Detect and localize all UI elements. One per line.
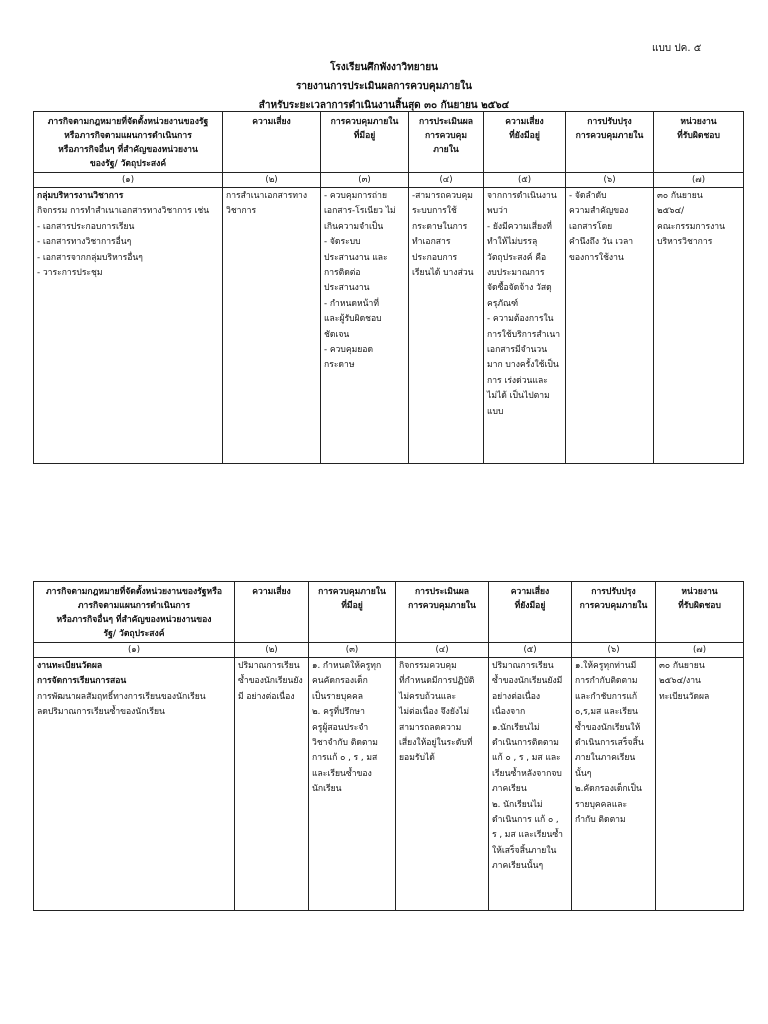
column-number-row <box>34 643 744 658</box>
header-existing-control: การควบคุมภายใน ที่มีอยู่ <box>321 112 409 173</box>
column-number: (๒) <box>235 643 309 658</box>
column-number: (๖) <box>572 643 656 658</box>
group-title: กลุ่มบริหารงานวิชาการ <box>37 191 124 201</box>
control-table-2 <box>33 581 744 911</box>
column-number: (๕) <box>489 643 572 658</box>
cell-control-evaluation: กิจกรรมควบคุม ที่กำหนดมีการปฏิบัติ ไม่ครบถ้วนและ ไม่ต่อเนื่อง จึงยังไม่ สามารถลดความ เสี่ยงให้อยู่ในระดับที่ ยอมรับได้ <box>396 658 489 911</box>
column-number: (๓) <box>321 173 409 188</box>
column-number: (๗) <box>654 173 744 188</box>
cell-risk: การสำเนาเอกสารทาง วิชาการ <box>223 188 321 464</box>
column-number: (๔) <box>396 643 489 658</box>
column-number-row <box>34 173 744 188</box>
header-mission: ภารกิจตามกฎหมายที่จัดตั้งหน่วยงานของรัฐ หรือภารกิจตามแผนการดำเนินการ หรือภารกิจอื่นๆ ที่สำคัญของหน่วยงาน ของรัฐ/ วัตถุประสงค์ <box>34 112 223 173</box>
column-number: (๖) <box>566 173 654 188</box>
column-number: (๑) <box>34 643 235 658</box>
column-number: (๒) <box>223 173 321 188</box>
header-remaining-risk: ความเสี่ยง ที่ยังมีอยู่ <box>484 112 566 173</box>
header-remaining-risk: ความเสี่ยง ที่ยังมีอยู่ <box>489 582 572 643</box>
header-risk: ความเสี่ยง <box>223 112 321 173</box>
header-responsible: หน่วยงาน ที่รับผิดชอบ <box>656 582 744 643</box>
cell-existing-control: ๑. กำหนดให้ครูทุก คนคัดกรองเด็ก เป็นรายบุคคล ๒. ครูที่ปรึกษา ครูผู้สอนประจำ วิชาจำกับ ติดตาม การแก้ ๐ , ร , มส และเรียนซ้ำของ นักเรียน <box>309 658 396 911</box>
column-number: (๓) <box>309 643 396 658</box>
cell-remaining-risk: จากการดำเนินงาน พบว่า - ยังมีความเสี่ยงที่ ทำให้ไม่บรรลุ วัตถุประสงค์ คือ งบประมาณการ จัดซื้อจัดจ้าง วัสดุ ครุภัณฑ์ - ความต้องการใน การใช้บริการสำเนา เอกสารมีจำนวน มาก บางครั้งใช้เป็น การ เร่งด่วนและ ไม่ได้ เป็นไปตาม แบบ <box>484 188 566 464</box>
cell-responsible: ๓๐ กันยายน ๒๕๖๔/งาน ทะเบียนวัดผล <box>656 658 744 911</box>
cell-mission: กลุ่มบริหารงานวิชาการ กิจกรรม การทำสำเนาเอกสารทางวิชาการ เช่น - เอกสารประกอบการเรียน - เอกสารทางวิชาการอื่นๆ - เอกสารจากกลุ่มบริหารอื่นๆ - วาระการประชุม <box>34 188 223 464</box>
report-titles <box>0 58 768 115</box>
group-title: งานทะเบียนวัดผล <box>37 661 103 671</box>
control-table-1 <box>33 111 744 464</box>
header-risk: ความเสี่ยง <box>235 582 309 643</box>
column-number: (๔) <box>409 173 484 188</box>
header-control-evaluation: การประเมินผล การควบคุมภายใน <box>396 582 489 643</box>
group-subtitle: การจัดการเรียนการสอน <box>37 676 127 687</box>
header-row <box>34 112 744 173</box>
cell-control-evaluation: -สามารถควบคุม ระบบการใช้ กระดาษในการ ทำเอกสาร ประกอบการ เรียนได้ บางส่วน <box>409 188 484 464</box>
table-row <box>34 658 744 911</box>
table-row <box>34 188 744 464</box>
cell-mission: งานทะเบียนวัดผล การจัดการเรียนการสอน การพัฒนาผลสัมฤทธิ์ทางการเรียนของนักเรียน ลดปริมาณการเรียนซ้ำของนักเรียน <box>34 658 235 911</box>
column-number: (๑) <box>34 173 223 188</box>
header-control-evaluation: การประเมินผล การควบคุม ภายใน <box>409 112 484 173</box>
cell-risk: ปริมาณการเรียน ซ้ำของนักเรียนยัง มี อย่างต่อเนื่อง <box>235 658 309 911</box>
header-row <box>34 582 744 643</box>
column-number: (๕) <box>484 173 566 188</box>
form-code: แบบ ปค. ๕ <box>652 43 702 54</box>
header-improvement: การปรับปรุง การควบคุมภายใน <box>566 112 654 173</box>
cell-remaining-risk: ปริมาณการเรียน ซ้ำของนักเรียนยังมี อย่างต่อเนื่อง เนื่องจาก ๑.นักเรียนไม่ ดำเนินการติดตาม แก้ ๐ , ร , มส และ เรียนซ้ำหลังจากจบ ภาคเรียน ๒. นักเรียนไม่ ดำเนินการ แก้ ๐ , ร , มส และเรียนซ้ำ ให้เสร็จสิ้นภายใน ภาคเรียนนั้นๆ <box>489 658 572 911</box>
cell-improvement: ๑.ให้ครูทุกท่านมี การกำกับติดตาม และกำชับการแก้ ๐,ร,มส และเรียน ซ้ำของนักเรียนให้ ดำเนินการเสร็จสิ้น ภายในภาคเรียน นั้นๆ ๒.คัดกรองเด็กเป็น รายบุคคลและ กำกับ ติดตาม <box>572 658 656 911</box>
cell-improvement: - จัดลำดับ ความสำคัญของ เอกสารโดย คำนึงถึง วัน เวลา ของการใช้งาน <box>566 188 654 464</box>
school-name: โรงเรียนศึกพังงาวิทยายน <box>330 62 438 73</box>
header-mission: ภารกิจตามกฎหมายที่จัดตั้งหน่วยงานของรัฐหรือ ภารกิจตามแผนการดำเนินการ หรือภารกิจอื่นๆ ที่สำคัญของหน่วยงานของ รัฐ/ วัตถุประสงค์ <box>34 582 235 643</box>
header-existing-control: การควบคุมภายใน ที่มีอยู่ <box>309 582 396 643</box>
report-title: รายงานการประเมินผลการควบคุมภายใน <box>296 81 472 92</box>
column-number: (๗) <box>656 643 744 658</box>
cell-existing-control: - ควบคุมการถ่าย เอกสาร-โรเนียว ไม่ เกินความจำเป็น - จัดระบบ ประสานงาน และ การติดต่อ ประสานงาน - กำหนดหน้าที่ และผู้รับผิดชอบ ชัดเจน - ควบคุมยอด กระดาษ <box>321 188 409 464</box>
cell-responsible: ๓๐ กันยายน ๒๕๖๔/ คณะกรรมการงาน บริหารวิชาการ <box>654 188 744 464</box>
header-responsible: หน่วยงาน ที่รับผิดชอบ <box>654 112 744 173</box>
header-improvement: การปรับปรุง การควบคุมภายใน <box>572 582 656 643</box>
report-period: สำหรับระยะเวลาการดำเนินงานสิ้นสุด ๓๐ กันยายน ๒๕๖๔ <box>258 100 510 111</box>
